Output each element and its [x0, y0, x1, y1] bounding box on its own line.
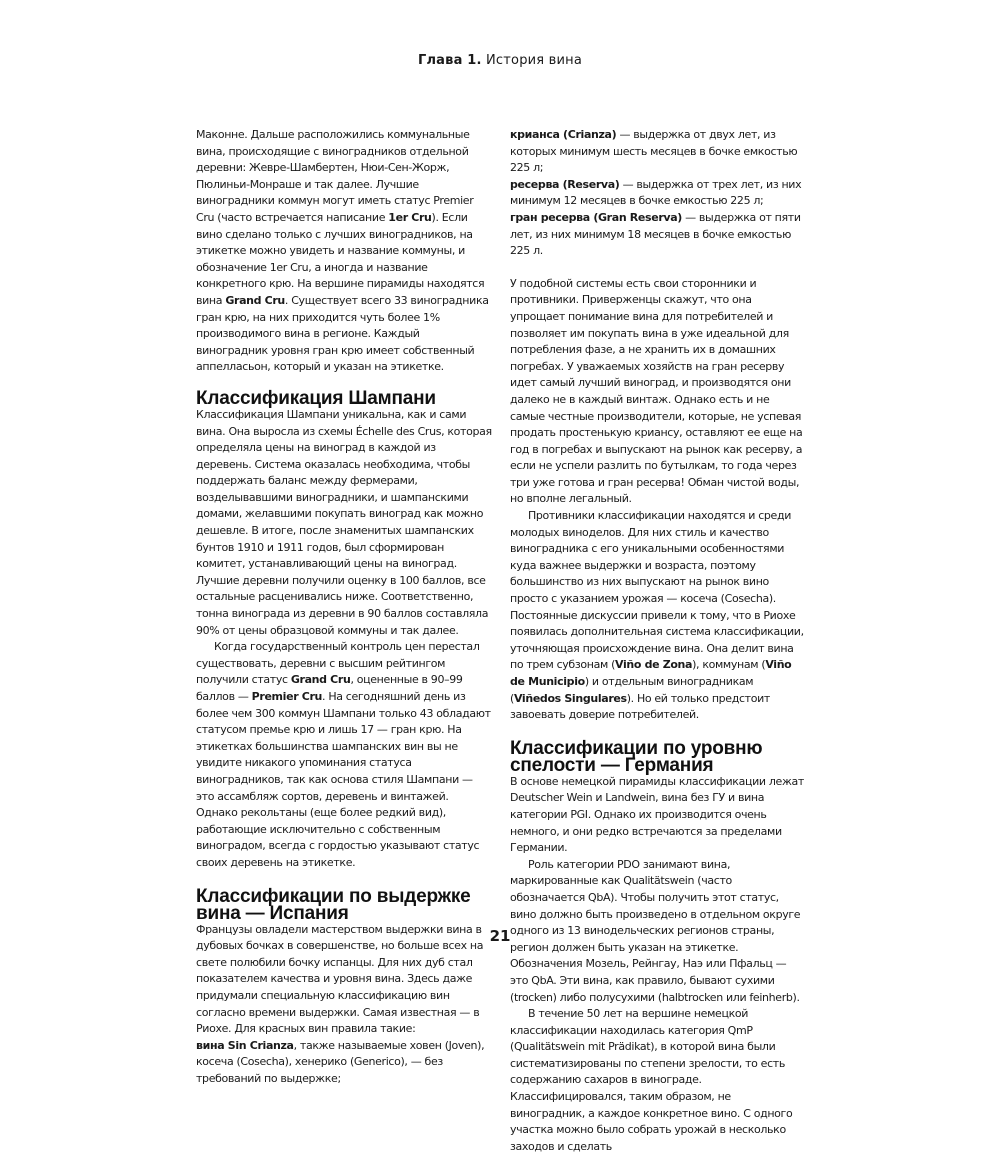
bold-term: Grand Cru	[290, 673, 351, 687]
running-header	[0, 53, 1000, 68]
text-run: ), коммунам (	[692, 658, 766, 672]
bold-term: Viño de Municipio	[510, 658, 792, 688]
text-run: ). Если вино сделано только с лучших виноградников, на этикетке можно увидеть и название коммуны, и обозначение 1er Cru, а иногда и название конкретного крю. На вершине пирамиды находятся вина	[196, 210, 485, 307]
paragraph: Классификация Шампани уникальна, как и сами вина. Она выросла из схемы Échelle des Crus, которая определяла цены на виноград в каждой из деревень. Система оказалась необходима, чтобы поддержать баланс между фермерами, возделывавшими виноградники, и шампанскими домами, желавшими покупать виноград как можно дешевле. В итоге, после знаменитых шампанских бунтов 1910 и 1911 годов, был сформирован комитет, устанавливающий цены на виноград. Лучшие деревни получили оценку в 100 баллов, все остальные расценивались ниже. Соответственно, тонна винограда из деревни в 90 баллов составляла 90% от цены образцовой коммуны и так далее.	[196, 407, 492, 637]
chapter-number: Глава 1.	[417, 53, 482, 68]
text-run: , также называемые ховен (Joven), косеча (Cosecha), хенерико (Generico), — без требований по выдержке;	[196, 1038, 485, 1085]
paragraph: Французы овладели мастерством выдержки вина в дубовых бочках в совершенстве, но больше всех на свете полюбили бочку испанцы. Для них дуб стал показателем качества и уровня вина. Здесь даже придумали специальную классификацию вин согласно времени выдержки. Самая известная — в Риохе. Для красных вин правила такие:	[196, 922, 484, 1036]
text-run: — выдержка от пяти лет, из них минимум 18 месяцев в бочке емкостью 225 л.	[510, 210, 801, 258]
paragraph: У подобной системы есть свои сторонники и противники. Приверженцы скажут, что она упрощает понимание вина для потребителей и позволяет им покупать вина в уже идеальной для потребления фазе, а не хранить их в домашних погребах. У уважаемых хозяйств на гран ресерву идет самый лучший виноград, и производятся они далеко не в каждый винтаж. Однако есть и не самые честные производители, которые, не успевая продать простенькую криансу, оставляют ее еще на год в погребах и выпускают на рынок как ресерву, а если не успели разлить по бутылкам, то года через три уже готова и гран ресерва! Обман чистой воды, но вполне легальный.	[510, 276, 803, 506]
list-item	[510, 127, 807, 177]
bold-term: Viño de Zona	[615, 658, 693, 672]
text-run: Когда государственный контроль цен перестал существовать, деревни с высшим рейтингом получили статус	[196, 640, 480, 687]
text-run: , оцененные в 90–99 баллов —	[196, 673, 463, 703]
text-run: Маконне. Дальше расположились коммунальные вина, происходящие с виноградников отдельной деревни: Жевре-Шамбертен, Нюи-Сен-Жорж, Пюлиньи-Монраше и так далее. Лучшие виноградники коммун могут иметь статус Premier Cru (часто встречается написание	[196, 128, 474, 224]
bold-term: ресерва (Reserva)	[510, 177, 620, 191]
paragraph	[196, 639, 493, 871]
section-heading-champagne: Классификация Шампани	[196, 387, 436, 409]
bold-term: гран ресерва (Gran Reserva)	[510, 210, 682, 224]
bold-term: крианса (Crianza)	[510, 128, 617, 141]
paragraph: Роль категории PDO занимают вина, маркированные как Qualitätswein (часто обозначается QbA). Чтобы получить этот статус, вино должно быть произведено в отдельном округе одного из 13 винодельческих регионов страны, регион должен быть указан на этикетке. Обозначения Мозель, Рейнгау, Наэ или Пфальц — это QbA. Эти вина, как правило, бывают сухими (trocken) либо полусухими (halbtrocken или feinherb).	[510, 857, 801, 1004]
list-item	[196, 1038, 493, 1088]
paragraph	[510, 508, 807, 724]
bold-term: Viñedos Singulares	[513, 691, 627, 705]
page-number: 21	[489, 927, 511, 945]
paragraph	[196, 127, 493, 376]
text-run: . На сегодняшний день из более чем 300 коммун Шампани только 43 обладают статусом премье крю и лишь 17 — гран крю. На этикетках большинства шампанских вин вы не увидите никакого упоминания статуса виноградников, так как основа стиля Шампани — это ассамбляж сортов, деревень и винтажей. Однако рекольтаны (еще более редкий вид), работающие исключительно с собственным виноградом, всегда с гордостью указывают статус своих деревень на этикетке.	[196, 690, 491, 869]
paragraph: В основе немецкой пирамиды классификации лежат Deutscher Wein и Landwein, вина без ГУ и вина категории PGI. Однако их производится очень немного, и они редко встречаются за пределами Германии.	[510, 774, 804, 855]
right-column	[510, 127, 807, 1155]
paragraph: В течение 50 лет на вершине немецкой классификации находилась категория QmP (Qualitätswein mit Prädikat), в которой вина были систематизированы по степени зрелости, то есть содержанию сахаров в винограде. Классифицировался, таким образом, не виноградник, а каждое конкретное вино. С одного участка можно было собрать урожай в несколько заходов и сделать	[510, 1007, 793, 1153]
section-heading-germany: Классификации по уровню спелости — Германия	[510, 737, 763, 776]
list-item	[510, 210, 807, 260]
chapter-title: История вина	[486, 53, 583, 68]
text-run: Противники классификации находятся и среди молодых виноделов. Для них стиль и качество виноградника с его уникальными особенностями куда важнее выдержки и возраста, поэтому большинство из них выпускают на рынок вино просто с указанием урожая — косеча (Cosecha). Постоянные дискуссии привели к тому, что в Риохе появилась дополнительная система классификации, уточняющая происхождение вина. Она делит вина по трем субзонам (	[510, 509, 804, 672]
text-run: — выдержка от двух лет, из которых минимум шесть месяцев в бочке емкостью 225 л;	[510, 128, 798, 175]
section-heading-spain: Классификации по выдержке вина — Испания	[196, 885, 471, 924]
text-run: — выдержка от трех лет, из них минимум 12 месяцев в бочке емкостью 225 л;	[510, 177, 802, 208]
bold-term: Grand Cru	[225, 293, 285, 307]
bold-term: Premier Cru	[251, 690, 323, 703]
list-item	[510, 177, 807, 210]
text-run: . Существует всего 33 виноградника гран крю, на них приходится чуть более 1% производимого вина в регионе. Каждый виноградник уровня гран крю имеет собственный аппелласьон, который и указан на этикетке.	[196, 293, 489, 374]
text-run: ) и отдельным виноградникам (	[510, 675, 754, 705]
text-run: ). Но ей только предстоит завоевать доверие потребителей.	[510, 691, 770, 722]
bold-term: вина Sin Crianza	[196, 1038, 294, 1052]
bold-term: 1er Cru	[388, 210, 432, 224]
